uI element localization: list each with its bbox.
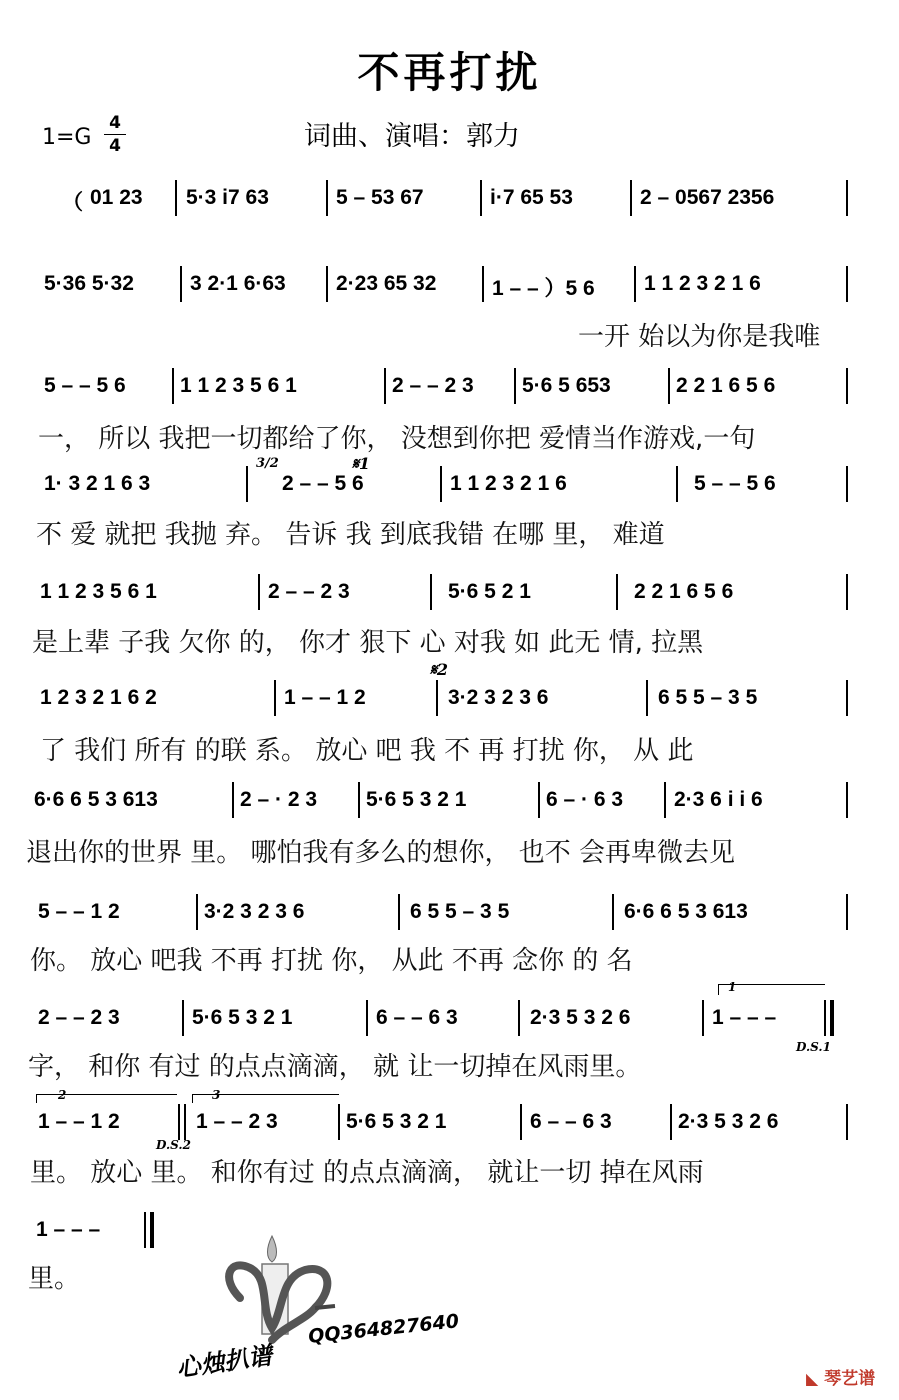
notation-measure: 6 – · 6 3	[546, 788, 624, 811]
notation-measure: 2·3 5 3 2 6	[678, 1110, 779, 1133]
notation-measure: 2 – · 2 3	[240, 788, 318, 811]
notation-measure: 5·6 5 653	[522, 374, 611, 397]
notation-measure: 2 – – 5 6	[282, 472, 364, 495]
site-badge	[806, 1364, 875, 1389]
notation-measure: 1 1 2 3 5 6 1	[180, 374, 297, 397]
lyric-line-6: 了 我们 所有 的联 系。 放心 吧 我 不 再 打扰 你， 从 此	[40, 736, 694, 766]
barline	[175, 180, 177, 216]
notation-measure: 1 2 3 2 1 6 2	[40, 686, 157, 709]
notation-measure: 2 – – 2 3	[38, 1006, 120, 1029]
notation-measure: 2 2 1 6 5 6	[634, 580, 734, 603]
barline	[846, 680, 848, 716]
notation-measure: 5·36 5·32	[44, 272, 134, 295]
notation-measure: （	[62, 191, 83, 214]
barline	[630, 180, 632, 216]
volta-3-label: 3	[212, 1088, 221, 1102]
notation-measure: 6 – – 6 3	[530, 1110, 612, 1133]
notation-measure: 2 – 0567 2356	[640, 186, 775, 209]
notation-measure: 6·6 6 5 3 613	[624, 900, 748, 923]
barline	[180, 266, 182, 302]
barline	[612, 894, 614, 930]
notation-measure: 2 – – 2 3	[268, 580, 350, 603]
barline	[518, 1000, 520, 1036]
notation-measure: 5·3 i7 63	[186, 186, 269, 209]
lyric-line-8: 你。 放心 吧我 不再 打扰 你， 从此 不再 念你 的 名	[30, 946, 633, 976]
barline	[436, 680, 438, 716]
barline	[480, 180, 482, 216]
lyric-line-3: 一， 所以 我把一切都给了你， 没想到你把 爱情当作游戏,一句	[38, 424, 756, 454]
barline	[338, 1104, 340, 1140]
watermark-qq: QQ364827640	[307, 1310, 461, 1348]
lyric-line-10: 里。 放心 里。 和你有过 的点点滴滴， 就让一切 掉在风雨	[30, 1158, 704, 1188]
notation-measure: 6·6 6 5 3 613	[34, 788, 158, 811]
barline	[258, 574, 260, 610]
volta-1-label: 1	[728, 980, 737, 994]
ds2-mark: D.S.2	[156, 1138, 191, 1152]
notation-measure: 5·6 5 2 1	[448, 580, 531, 603]
notation-measure: 3·2 3 2 3 6	[448, 686, 549, 709]
lyric-line-2: 一开 始以为你是我唯	[578, 322, 821, 352]
barline	[846, 782, 848, 818]
notation-measure: 5 – – 1 2	[38, 900, 120, 923]
notation-measure: 1 1 2 3 2 1 6	[644, 272, 761, 295]
barline	[538, 782, 540, 818]
notation-measure: 2·23 65 32	[336, 272, 437, 295]
notation-measure: 2 – – 2 3	[392, 374, 474, 397]
notation-measure: 1 – – 1 2	[284, 686, 366, 709]
barline	[846, 894, 848, 930]
notation-measure: 1 – – 1 2	[38, 1110, 120, 1133]
barline	[182, 1000, 184, 1036]
barline	[430, 574, 432, 610]
notation-measure: 3 2·1 6·63	[190, 272, 286, 295]
volta-3-bracket	[192, 1094, 339, 1103]
barline	[646, 680, 648, 716]
barline	[358, 782, 360, 818]
lyric-line-7: 退出你的世界 里。 哪怕我有多么的想你， 也不 会再卑微去见	[26, 838, 736, 868]
barline	[366, 1000, 368, 1036]
barline	[144, 1212, 146, 1248]
notation-measure: 2·3 5 3 2 6	[530, 1006, 631, 1029]
notation-measure: i·7 65 53	[490, 186, 573, 209]
barline	[520, 1104, 522, 1140]
barline	[326, 180, 328, 216]
notation-measure: 1 1 2 3 5 6 1	[40, 580, 157, 603]
volta-2-label: 2	[58, 1088, 67, 1102]
barline	[178, 1104, 180, 1140]
notation-measure: 1 – – –	[36, 1218, 101, 1241]
barline	[846, 368, 848, 404]
barline	[172, 368, 174, 404]
barline	[846, 466, 848, 502]
barline	[184, 1104, 186, 1140]
barline	[846, 1104, 848, 1140]
site-logo-icon: ◣	[806, 1369, 819, 1388]
barline	[274, 680, 276, 716]
notation-measure: 6 5 5 – 3 5	[658, 686, 758, 709]
notation-measure: 3·2 3 2 3 6	[204, 900, 305, 923]
barline	[196, 894, 198, 930]
lyric-line-4: 不 爱 就把 我抛 弃。 告诉 我 到底我错 在哪 里， 难道	[36, 520, 665, 550]
barline	[384, 368, 386, 404]
ds1-mark: D.S.1	[796, 1040, 831, 1054]
credit-line: 词曲、演唱：郭力	[304, 121, 520, 152]
time-signature	[104, 112, 126, 158]
barline	[824, 1000, 826, 1036]
notation-measure: 5·6 5 3 2 1	[366, 788, 467, 811]
notation-measure: 5 – – 5 6	[694, 472, 776, 495]
watermark-brand: 心烛扒谱	[174, 1341, 274, 1383]
barline	[676, 466, 678, 502]
barline	[668, 368, 670, 404]
notation-measure: 1 – – ）5 6	[492, 277, 595, 300]
notation-measure: 1 – – 2 3	[196, 1110, 278, 1133]
segno-2-mark: 𝄋2	[430, 660, 449, 679]
notation-measure: 6 – – 6 3	[376, 1006, 458, 1029]
notation-measure: 2 2 1 6 5 6	[676, 374, 776, 397]
barline	[702, 1000, 704, 1036]
barline-final	[830, 1000, 834, 1036]
notation-measure: 5 – – 5 6	[44, 374, 126, 397]
barline	[664, 782, 666, 818]
barline	[846, 266, 848, 302]
barline	[440, 466, 442, 502]
lyric-line-5: 是上辈 子我 欠你 的， 你才 狠下 心 对我 如 此无 情, 拉黑	[32, 628, 704, 658]
notation-measure: 1 1 2 3 2 1 6	[450, 472, 567, 495]
barline	[514, 368, 516, 404]
segno-1-mark: 𝄋1	[352, 454, 371, 473]
barline	[846, 574, 848, 610]
notation-measure: 1· 3 2 1 6 3	[44, 472, 151, 495]
key-signature: 1=G	[42, 125, 92, 150]
barline-final	[150, 1212, 154, 1248]
barline	[482, 266, 484, 302]
barline	[398, 894, 400, 930]
time-signature-top: 4	[104, 112, 126, 135]
barline	[670, 1104, 672, 1140]
barline	[232, 782, 234, 818]
barline	[326, 266, 328, 302]
lyric-line-9: 字， 和你 有过 的点点滴滴， 就 让一切掉在风雨里。	[28, 1052, 642, 1082]
notation-measure: 5·6 5 3 2 1	[346, 1110, 447, 1133]
time-signature-bottom: 4	[109, 136, 121, 156]
notation-measure: 01 23	[90, 186, 143, 209]
time-change-mark: 3/2	[256, 456, 279, 471]
barline	[634, 266, 636, 302]
notation-measure: 1 – – –	[712, 1006, 777, 1029]
notation-measure: 2·3 6 i i 6	[674, 788, 763, 811]
barline	[616, 574, 618, 610]
volta-2-bracket	[36, 1094, 177, 1103]
barline	[846, 180, 848, 216]
notation-measure: 5·6 5 3 2 1	[192, 1006, 293, 1029]
notation-measure: 6 5 5 – 3 5	[410, 900, 510, 923]
site-name: 琴艺谱	[824, 1369, 876, 1389]
notation-measure: 5 – 53 67	[336, 186, 424, 209]
song-title: 不再打扰	[357, 48, 542, 97]
barline	[246, 466, 248, 502]
lyric-line-11: 里。	[28, 1264, 81, 1294]
volta-1-bracket	[718, 984, 825, 995]
